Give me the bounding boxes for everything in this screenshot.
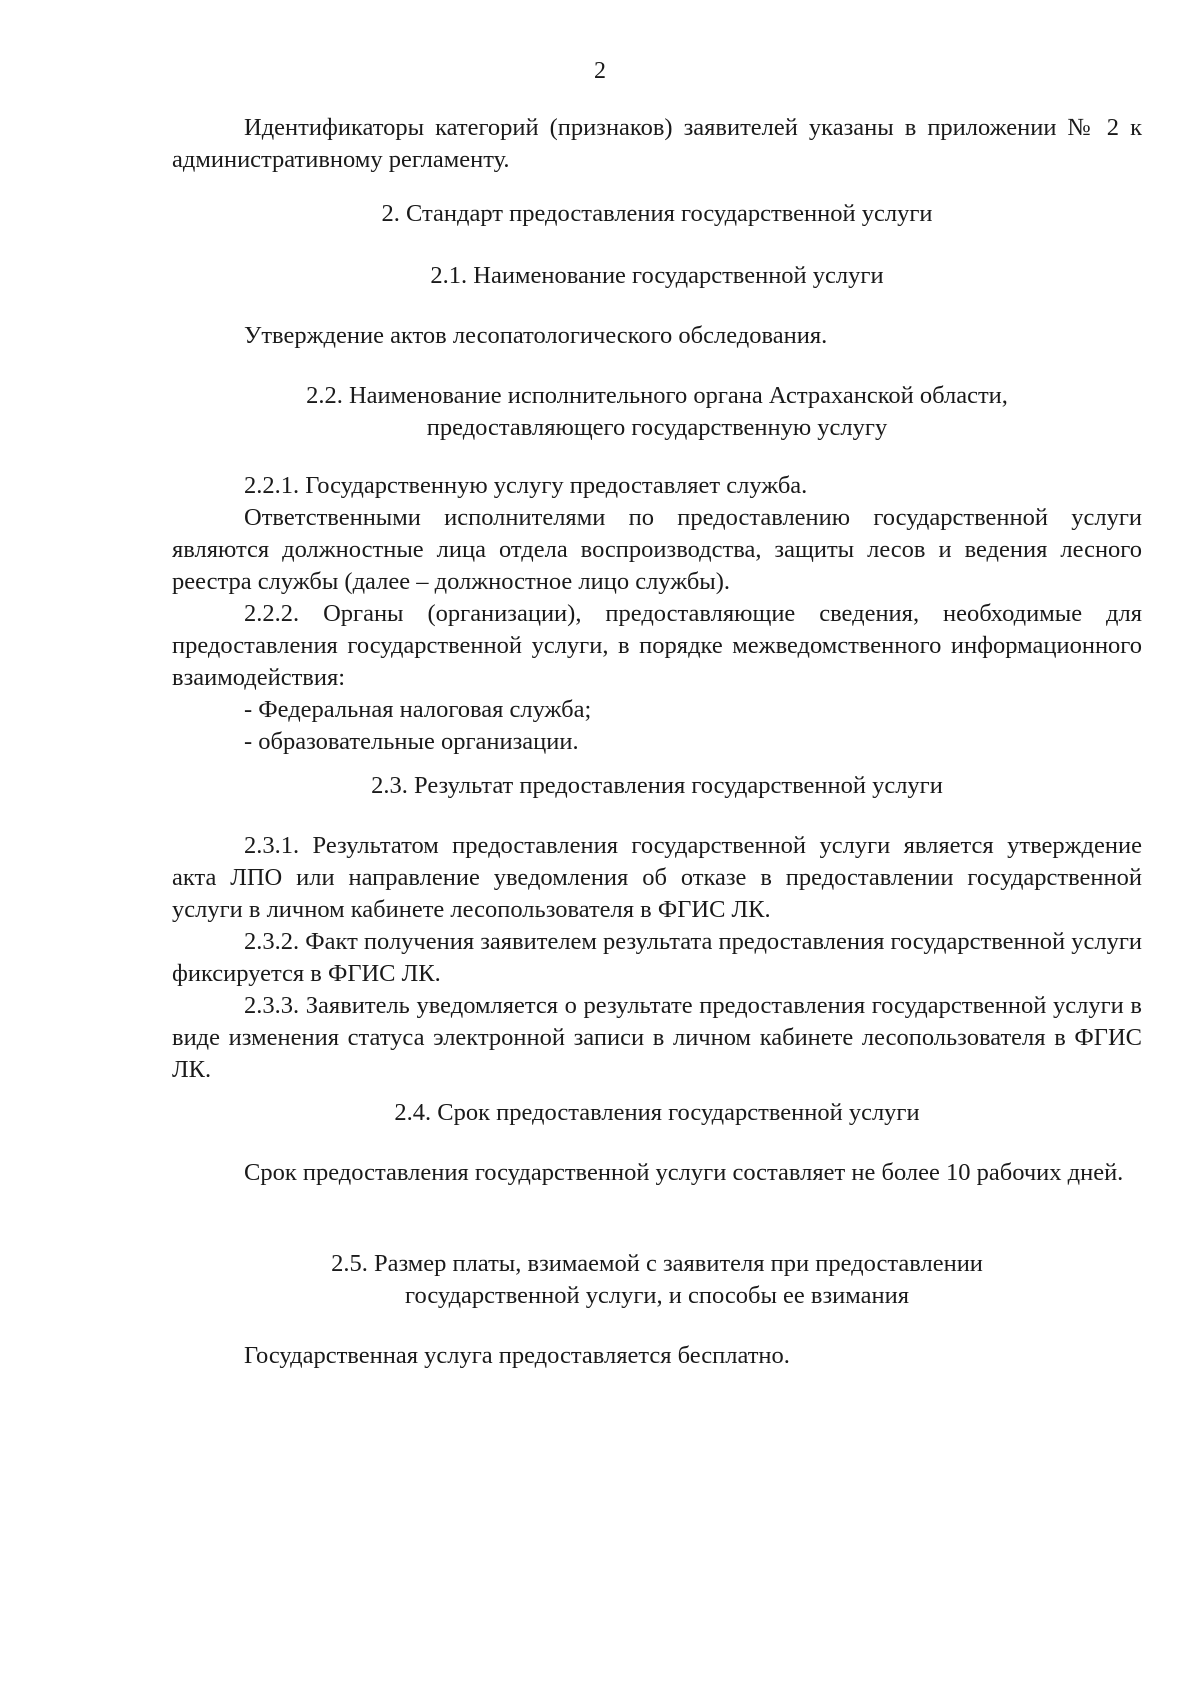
list-item: - образовательные организации. xyxy=(244,728,579,755)
section-2-2-title xyxy=(172,380,1142,444)
section-2-1-text: Утверждение актов лесопатологического обследования. xyxy=(244,322,828,349)
section-2-5-title-line-2: государственной услуги, и способы ее взимания xyxy=(405,1282,909,1309)
section-2-5-text: Государственная услуга предоставляется бесплатно. xyxy=(244,1342,790,1369)
paragraph-2-3-1: 2.3.1. Результатом предоставления государственной услуги является утверждение акта ЛПО или направление уведомления об отказе в предоставлении государственной услуги в личном кабинете лесопользователя в ФГИС ЛК. xyxy=(172,832,1142,923)
section-2-3-title: 2.3. Результат предоставления государственной услуги xyxy=(371,772,943,799)
section-2-2-title-line-1: 2.2. Наименование исполнительного органа Астраханской области, xyxy=(306,382,1008,409)
section-2-2-body xyxy=(172,470,1142,758)
section-2-4-title: 2.4. Срок предоставления государственной услуги xyxy=(394,1099,920,1126)
list-item: - Федеральная налоговая служба; xyxy=(244,696,592,723)
paragraph-2-3-3: 2.3.3. Заявитель уведомляется о результате предоставления государственной услуги в виде изменения статуса электронной записи в личном кабинете лесопользователя в ФГИС ЛК. xyxy=(172,992,1142,1083)
section-2-title: 2. Стандарт предоставления государственной услуги xyxy=(381,200,933,227)
section-2-1-title: 2.1. Наименование государственной услуги xyxy=(430,262,884,289)
section-2-4-text: Срок предоставления государственной услуги составляет не более 10 рабочих дней. xyxy=(244,1159,1124,1186)
section-2-3-body xyxy=(172,830,1142,1086)
page-number: 2 xyxy=(594,58,606,84)
paragraph-2-3-2: 2.3.2. Факт получения заявителем результата предоставления государственной услуги фиксируется в ФГИС ЛК. xyxy=(172,928,1142,987)
paragraph-2-2-2: 2.2.2. Органы (организации), предоставляющие сведения, необходимые для предоставления государственной услуги, в порядке межведомственного информационного взаимодействия: xyxy=(172,600,1142,691)
section-2-2-title-line-2: предоставляющего государственную услугу xyxy=(426,414,888,441)
section-2-5-title xyxy=(172,1248,1142,1312)
section-2-5-title-line-1: 2.5. Размер платы, взимаемой с заявителя при предоставлении xyxy=(331,1250,983,1277)
intro-paragraph: Идентификаторы категорий (признаков) заявителей указаны в приложении № 2 к административному регламенту. xyxy=(172,114,1142,173)
paragraph-responsible: Ответственными исполнителями по предоставлению государственной услуги являются должностные лица отдела воспроизводства, защиты лесов и ведения лесного реестра службы (далее – должностное лицо службы). xyxy=(172,504,1142,595)
paragraph-2-2-1: 2.2.1. Государственную услугу предоставляет служба. xyxy=(244,472,808,499)
